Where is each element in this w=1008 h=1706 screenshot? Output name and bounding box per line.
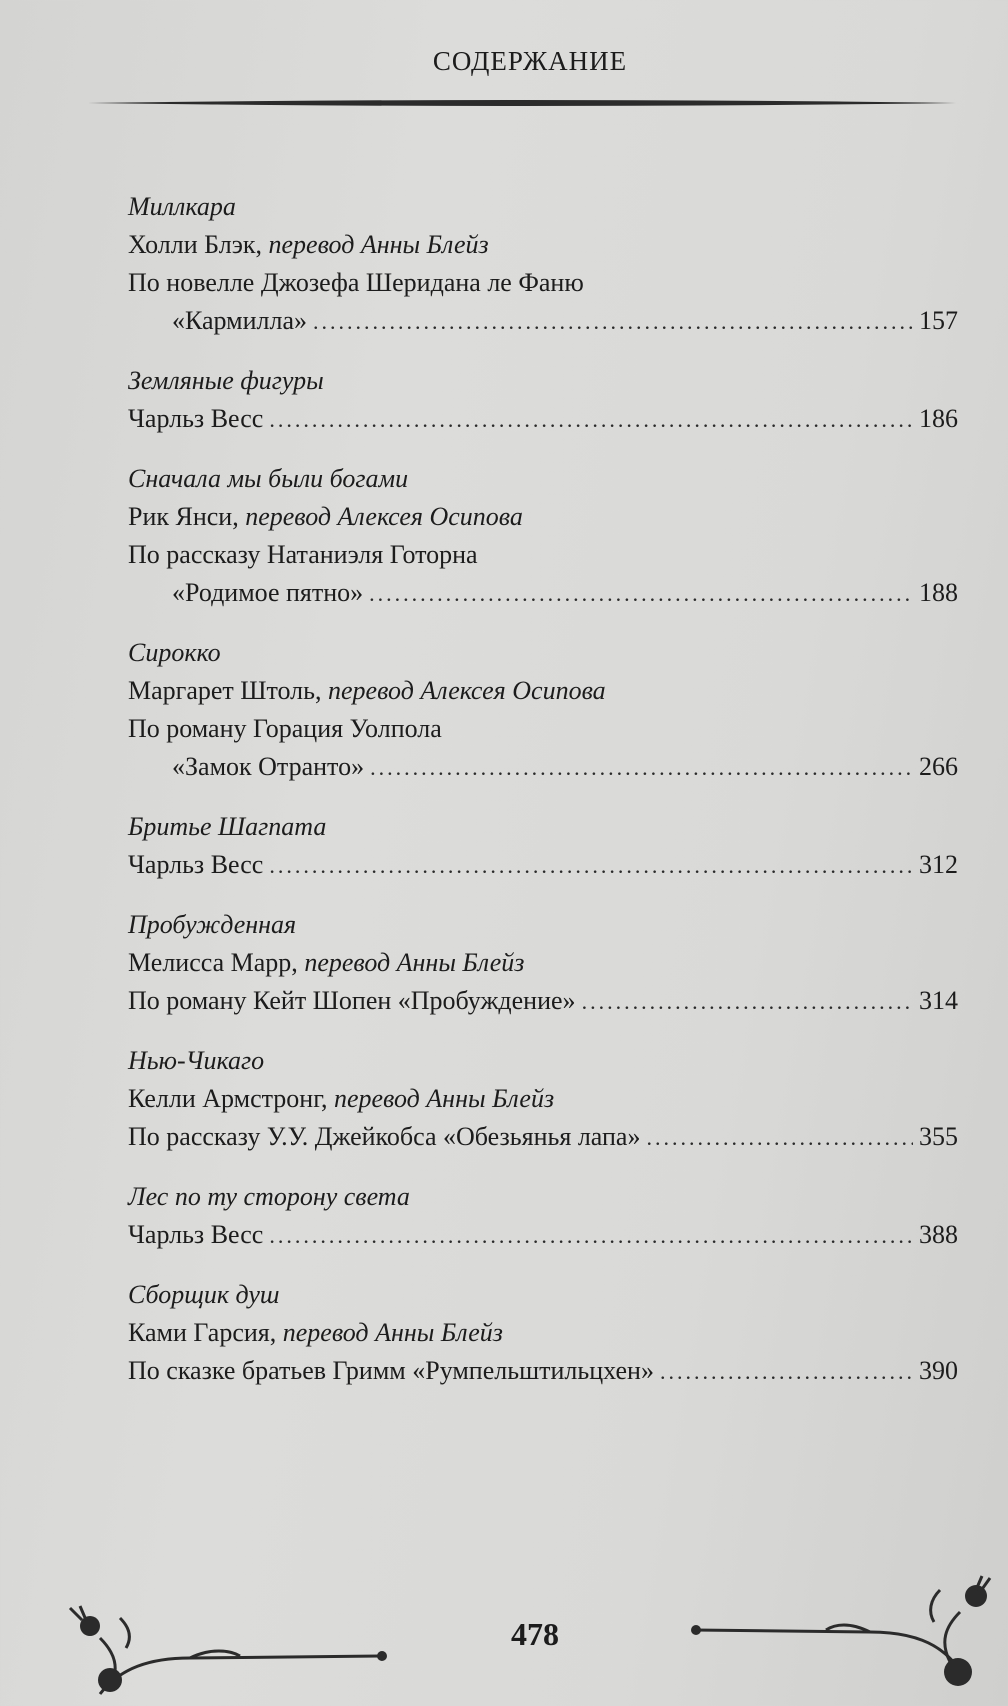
entry-page-number: 266 [919,752,958,781]
entry-line [128,574,958,612]
toc-entry [128,1276,958,1390]
entry-line [128,1118,958,1156]
entry-line [128,748,958,786]
entry-author: Келли Армстронг, [128,1084,328,1113]
toc-entry [128,1042,958,1156]
entry-line [128,536,958,574]
entry-page-number: 188 [919,578,958,607]
entry-translator: перевод Алексея Осипова [328,676,606,705]
dot-leader [269,847,913,885]
entry-text: Чарльз Весс [128,1220,264,1249]
entry-translator: перевод Анны Блейз [304,948,525,977]
entry-line [128,672,958,710]
entry-page-number: 390 [919,1356,958,1385]
entry-page-number: 186 [919,404,958,433]
entry-title: Бритье Шагпата [128,812,327,841]
entry-line [128,1216,958,1254]
entry-text: По рассказу У.У. Джейкобса «Обезьянья лапа» [128,1122,641,1151]
entry-title: Нью-Чикаго [128,1046,265,1075]
entry-text: По роману Кейт Шопен «Пробуждение» [128,986,576,1015]
entry-page-number: 355 [919,1122,958,1151]
entry-text: По новелле Джозефа Шеридана ле Фаню [128,268,584,297]
toc-entry [128,1178,958,1254]
entry-author: Мелисса Марр, [128,948,298,977]
entry-translator: перевод Анны Блейз [268,230,489,259]
entry-text: По рассказу Натаниэля Готорна [128,540,478,569]
entry-line [128,982,958,1020]
dot-leader [369,575,913,613]
entry-title: Пробужденная [128,910,297,939]
entry-text: По сказке братьев Гримм «Румпельштильцхен» [128,1356,654,1385]
dot-leader [313,303,913,341]
entry-title: Сборщик душ [128,1280,280,1309]
dot-leader [660,1353,913,1391]
entry-line [128,264,958,302]
entry-translator: перевод Анны Блейз [333,1084,555,1113]
entry-page-number: 312 [919,850,958,879]
toc-entry [128,906,958,1020]
toc-entry [128,808,958,884]
entry-title: Миллкара [128,192,236,221]
entry-page-number: 157 [919,306,958,335]
entry-line [128,302,958,340]
entry-translator: перевод Анны Блейз [282,1318,503,1347]
entry-line [128,1080,958,1118]
toc-entry [128,460,958,612]
toc-entry [128,188,958,340]
contents-list [128,188,958,1412]
entry-line [128,498,958,536]
entry-title: Лес по ту сторону света [128,1182,410,1211]
entry-title: Земляные фигуры [128,366,324,395]
dot-leader [269,1217,913,1255]
header-rule [88,98,956,108]
entry-line [128,944,958,982]
entry-author: Рик Янси, [128,502,239,531]
entry-author: Холли Блэк, [128,230,263,259]
entry-line [128,1352,958,1390]
left-floral-ornament-icon [60,1598,390,1698]
entry-author: Ками Гарсия, [128,1318,277,1347]
entry-text: По роману Горация Уолпола [128,714,442,743]
entry-text: «Родимое пятно» [172,578,364,607]
dot-leader [582,983,913,1021]
page-title: СОДЕРЖАНИЕ [432,46,628,76]
dot-leader [269,401,913,439]
dot-leader [646,1119,913,1157]
right-floral-ornament-icon [690,1572,1000,1700]
entry-text: «Замок Отранто» [172,752,365,781]
entry-translator: перевод Алексея Осипова [245,502,523,531]
dot-leader [370,749,913,787]
toc-entry [128,634,958,786]
entry-title: Сирокко [128,638,221,667]
page-number: 478 [511,1616,559,1652]
entry-author: Маргарет Штоль, [128,676,322,705]
entry-page-number: 388 [919,1220,958,1249]
entry-line [128,226,958,264]
entry-text: «Кармилла» [172,306,308,335]
entry-text: Чарльз Весс [128,404,264,433]
entry-text: Чарльз Весс [128,850,264,879]
entry-title: Сначала мы были богами [128,464,409,493]
entry-line [128,710,958,748]
entry-line [128,846,958,884]
entry-line [128,400,958,438]
entry-line [128,1314,958,1352]
entry-page-number: 314 [919,986,958,1015]
toc-entry [128,362,958,438]
